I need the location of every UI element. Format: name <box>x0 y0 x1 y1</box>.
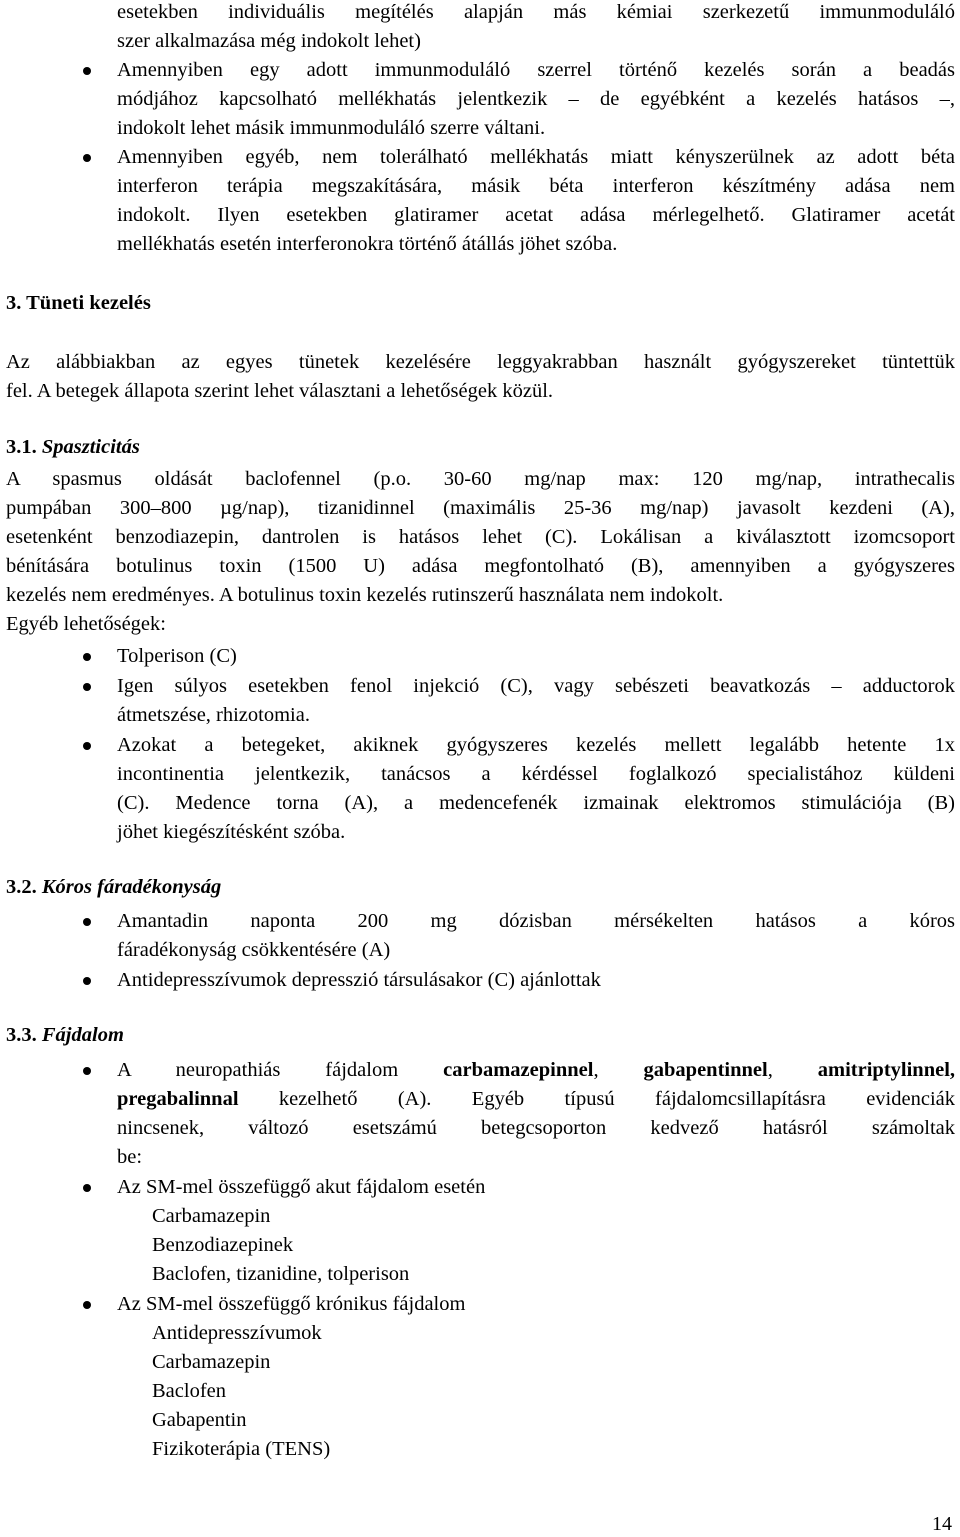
text-span: , <box>767 1059 818 1081</box>
subsection-heading-3-1 <box>6 436 140 459</box>
text-line: A spasmus oldását baclofennel (p.o. 30-60 mg/nap max: 120 mg/nap, intrathecalis <box>6 468 955 490</box>
page-number: 14 <box>932 1513 952 1535</box>
text-line: Amantadin naponta 200 mg dózisban mérsékelten hatásos a kóros <box>117 910 955 932</box>
list-item <box>117 143 955 259</box>
bullet-list-fatigue <box>117 907 955 995</box>
list-item <box>117 1173 955 1289</box>
subsection-title: Fájdalom <box>41 1024 124 1046</box>
list-item <box>117 1290 955 1464</box>
text-line: be: <box>117 1146 143 1168</box>
text-line: Benzodiazepinek <box>152 1234 294 1256</box>
text-line: Egyéb lehetőségek: <box>6 613 166 635</box>
text-line: Az alábbiakban az egyes tünetek kezelésére leggyakrabban használt gyógyszereket tüntettük <box>6 351 955 373</box>
bullet-list-spasticity <box>117 642 955 847</box>
text-line: bénítására botulinus toxin (1500 U) adása megfontolható (B), amennyiben a gyógyszeres <box>6 555 955 577</box>
list-item <box>117 672 955 730</box>
subsection-number: 3.2. <box>6 876 37 898</box>
text-line: Tolperison (C) <box>117 645 237 667</box>
text-line: Amennyiben egy adott immunmoduláló szerrel történő kezelés során a beadás <box>117 59 955 81</box>
text-line: jöhet kiegészítésként szóba. <box>117 821 346 843</box>
text-line: Igen súlyos esetekben fenol injekció (C), vagy sebészeti beavatkozás – adductorok <box>117 675 955 697</box>
list-item <box>117 56 955 143</box>
text-line: Az SM-mel összefüggő krónikus fájdalom <box>117 1293 466 1315</box>
text-line: incontinentia jelentkezik, tanácsos a kérdéssel foglalkozó specialistához küldeni <box>117 763 955 785</box>
subsection-heading-3-3 <box>6 1024 124 1047</box>
text-line: nincsenek, változó esetszámú betegcsoporton kedvező hatásról számoltak <box>117 1117 955 1139</box>
bullet-list-top <box>117 56 955 259</box>
text-line: Gabapentin <box>152 1409 247 1431</box>
text-line: Az SM-mel összefüggő akut fájdalom esetén <box>117 1176 486 1198</box>
list-item <box>117 907 955 965</box>
text-line: átmetszése, rhizotomia. <box>117 704 310 726</box>
text-span: A neuropathiás fájdalom <box>117 1059 444 1081</box>
list-item <box>117 966 955 995</box>
subsection-number: 3.1. <box>6 436 37 458</box>
text-span: , <box>593 1059 644 1081</box>
list-item <box>117 731 955 847</box>
text-line: Antidepresszívumok depresszió társulásakor (C) ajánlottak <box>117 969 601 991</box>
text-line: indokolt lehet másik immunmoduláló szerre váltani. <box>117 117 546 139</box>
text-line <box>117 1056 955 1085</box>
text-line: Antidepresszívumok <box>152 1322 322 1344</box>
drug-name: carbamazepinnel <box>443 1059 594 1081</box>
text-line: indokolt. Ilyen esetekben glatiramer acetat adása mérlegelhető. Glatiramer acetát <box>117 204 955 226</box>
subsection-title: Kóros fáradékonyság <box>41 876 222 898</box>
text-line: mellékhatás esetén interferonokra történő átállás jöhet szóba. <box>117 233 618 255</box>
text-line: Baclofen, tizanidine, tolperison <box>152 1263 410 1285</box>
text-line: szer alkalmazása még indokolt lehet) <box>117 30 421 52</box>
bullet-list-pain <box>117 1056 955 1464</box>
text-line: Fizikoterápia (TENS) <box>152 1438 331 1460</box>
continuation-text <box>117 0 955 56</box>
intro-paragraph <box>6 348 955 406</box>
drug-name: pregabalinnal <box>117 1088 239 1110</box>
text-span: kezelhető (A). Egyéb típusú fájdalomcsillapításra evidenciák <box>238 1088 955 1110</box>
drug-name: amitriptylinnel, <box>817 1059 956 1081</box>
text-line: kezelés nem eredményes. A botulinus toxin kezelés rutinszerű használata nem indokolt. <box>6 584 724 606</box>
text-line: Azokat a betegeket, akiknek gyógyszeres kezelés mellett legalább hetente 1x <box>117 734 955 756</box>
subsection-number: 3.3. <box>6 1024 37 1046</box>
text-line: pumpában 300–800 µg/nap), tizanidinnel (maximális 25-36 mg/nap) javasolt kezdeni (A), <box>6 497 955 519</box>
text-line: Carbamazepin <box>152 1351 271 1373</box>
text-line: esetenként benzodiazepin, dantrolen is hatásos lehet (C). Lokálisan a kiválasztott izomcsoport <box>6 526 955 548</box>
subsection-title: Spaszticitás <box>41 436 140 458</box>
text-line: módjához kapcsolható mellékhatás jelentkezik – de egyébként a kezelés hatásos –, <box>117 88 955 110</box>
text-line: Carbamazepin <box>152 1205 271 1227</box>
drug-name: gabapentinnel <box>643 1059 768 1081</box>
section-heading: 3. Tüneti kezelés <box>6 292 151 314</box>
list-item <box>117 642 955 671</box>
text-line: esetekben individuális megítélés alapján más kémiai szerkezetű immunmoduláló <box>117 1 955 23</box>
text-line: Baclofen <box>152 1380 226 1402</box>
text-line <box>117 1085 955 1114</box>
text-line: fáradékonyság csökkentésére (A) <box>117 939 391 961</box>
spasticity-paragraph <box>6 465 955 639</box>
subsection-heading-3-2 <box>6 876 221 899</box>
text-line: (C). Medence torna (A), a medencefenék izmainak elektromos stimulációja (B) <box>117 792 955 814</box>
text-line: fel. A betegek állapota szerint lehet választani a lehetőségek közül. <box>6 380 554 402</box>
text-line: Amennyiben egyéb, nem tolerálható mellékhatás miatt kényszerülnek az adott béta <box>117 146 955 168</box>
text-line: interferon terápia megszakítására, másik béta interferon készítmény adása nem <box>117 175 955 197</box>
list-item <box>117 1056 955 1172</box>
